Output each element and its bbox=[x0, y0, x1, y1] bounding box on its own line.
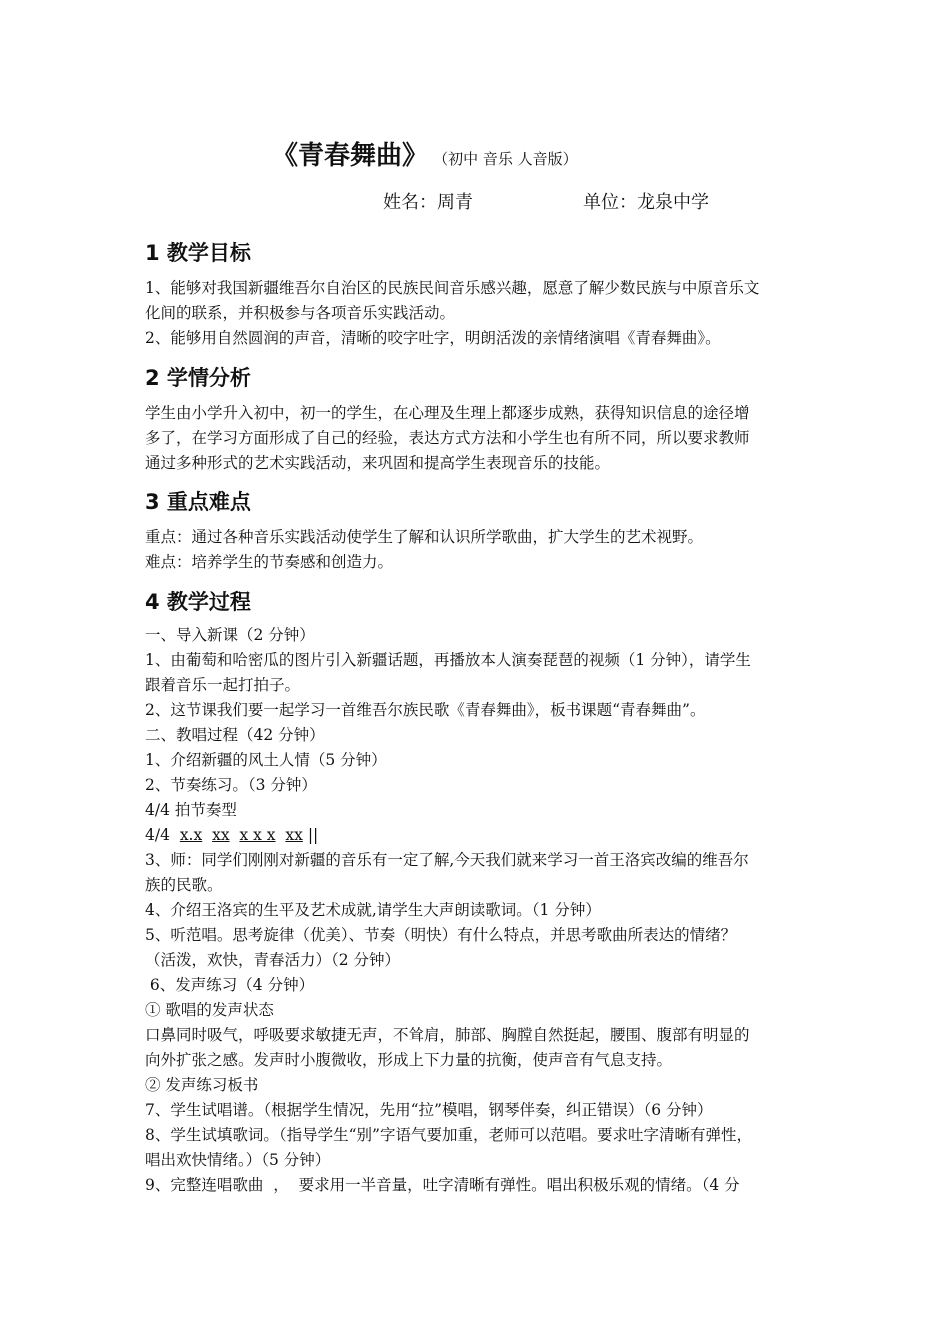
body-line: 5、听范唱。思考旋律（优美）、节奏（明快）有什么特点，并思考歌曲所表达的情绪？ bbox=[145, 926, 737, 944]
body-line: 跟着音乐一起打拍子。 bbox=[145, 676, 301, 694]
section-heading-keypoints: 3 重点难点 bbox=[145, 490, 251, 514]
body-line: 4/4 拍节奏型 bbox=[145, 801, 237, 819]
body-line: 族的民歌。 bbox=[145, 876, 223, 894]
body-line: 9、完整连唱歌曲 ， 要求用一半音量，吐字清晰有弹性。唱出积极乐观的情绪。（4 分 bbox=[145, 1176, 740, 1194]
body-line: 1、能够对我国新疆维吾尔自治区的民族民间音乐感兴趣，愿意了解少数民族与中原音乐文 bbox=[145, 279, 760, 297]
body-line: 2、这节课我们要一起学习一首维吾尔族民歌《青春舞曲》，板书课题“青春舞曲”。 bbox=[145, 701, 706, 719]
rhythm-pattern bbox=[145, 823, 752, 848]
author-name: 姓名：周青 bbox=[383, 192, 473, 213]
rhythm-group: x x x bbox=[239, 826, 276, 844]
body-line: 3、师：同学们刚刚对新疆的音乐有一定了解,今天我们就来学习一首王洛宾改编的维吾尔 bbox=[145, 851, 749, 869]
section-body-process bbox=[145, 623, 752, 1198]
author-unit: 单位：龙泉中学 bbox=[583, 192, 709, 213]
body-line: 化间的联系，并积极参与各项音乐实践活动。 bbox=[145, 304, 456, 322]
body-line: （活泼，欢快，青春活力）（2 分钟） bbox=[145, 951, 401, 969]
rhythm-group: x.x bbox=[179, 826, 203, 844]
section-heading-process: 4 教学过程 bbox=[145, 590, 251, 614]
body-line: 向外扩张之感。发声时小腹微收，形成上下力量的抗衡，使声音有气息支持。 bbox=[145, 1051, 673, 1069]
body-line: 通过多种形式的艺术实践活动，来巩固和提高学生表现音乐的技能。 bbox=[145, 454, 611, 472]
body-line: 唱出欢快情绪。）（5 分钟） bbox=[145, 1151, 331, 1169]
rhythm-group: xx bbox=[285, 826, 303, 844]
section-body-objectives bbox=[145, 276, 759, 351]
document-title bbox=[272, 135, 578, 172]
body-line: 1、由葡萄和哈密瓜的图片引入新疆话题，再播放本人演奏琵琶的视频（1 分钟），请学生 bbox=[145, 651, 751, 669]
body-line: 4、介绍王洛宾的生平及艺术成就,请学生大声朗读歌词。（1 分钟） bbox=[145, 901, 601, 919]
rhythm-meter: 4/4 bbox=[145, 826, 170, 844]
body-line: 7、学生试唱谱。（根据学生情况，先用“拉”模唱，钢琴伴奏，纠正错误）（6 分钟） bbox=[145, 1101, 713, 1119]
rhythm-group: xx bbox=[212, 826, 230, 844]
body-line: 多了，在学习方面形成了自己的经验，表达方式方法和小学生也有所不同，所以要求教师 bbox=[145, 429, 750, 447]
body-line: 2、能够用自然圆润的声音，清晰的咬字吐字，明朗活泼的亲情绪演唱《青春舞曲》。 bbox=[145, 329, 721, 347]
body-line: 8、学生试填歌词。（指导学生“别”字语气要加重，老师可以范唱。要求吐字清晰有弹性， bbox=[145, 1126, 752, 1144]
body-line: 难点：培养学生的节奏感和创造力。 bbox=[145, 553, 394, 571]
section-heading-analysis: 2 学情分析 bbox=[145, 366, 251, 390]
body-line: 2、节奏练习。（3 分钟） bbox=[145, 776, 317, 794]
body-line: 学生由小学升入初中，初一的学生，在心理及生理上都逐步成熟，获得知识信息的途径增 bbox=[145, 404, 750, 422]
body-line: 二、教唱过程（42 分钟） bbox=[145, 726, 325, 744]
body-line: 6、发声练习（4 分钟） bbox=[145, 976, 315, 994]
title-text: 《青春舞曲》 bbox=[272, 141, 429, 171]
section-heading-objectives: 1 教学目标 bbox=[145, 241, 251, 265]
rhythm-end-barline: || bbox=[307, 826, 319, 844]
body-line: ① 歌唱的发声状态 bbox=[145, 1001, 274, 1019]
body-line: 重点：通过各种音乐实践活动使学生了解和认识所学歌曲，扩大学生的艺术视野。 bbox=[145, 528, 704, 546]
section-body-keypoints bbox=[145, 525, 703, 575]
title-subtitle: （初中 音乐 人音版） bbox=[433, 150, 578, 168]
body-line: 一、导入新课（2 分钟） bbox=[145, 626, 315, 644]
section-body-analysis bbox=[145, 401, 750, 476]
body-line: 口鼻同时吸气，呼吸要求敏捷无声，不耸肩，肺部、胸膛自然挺起，腰围、腹部有明显的 bbox=[145, 1026, 750, 1044]
body-line: ② 发声练习板书 bbox=[145, 1076, 259, 1094]
body-line: 1、介绍新疆的风土人情（5 分钟） bbox=[145, 751, 387, 769]
